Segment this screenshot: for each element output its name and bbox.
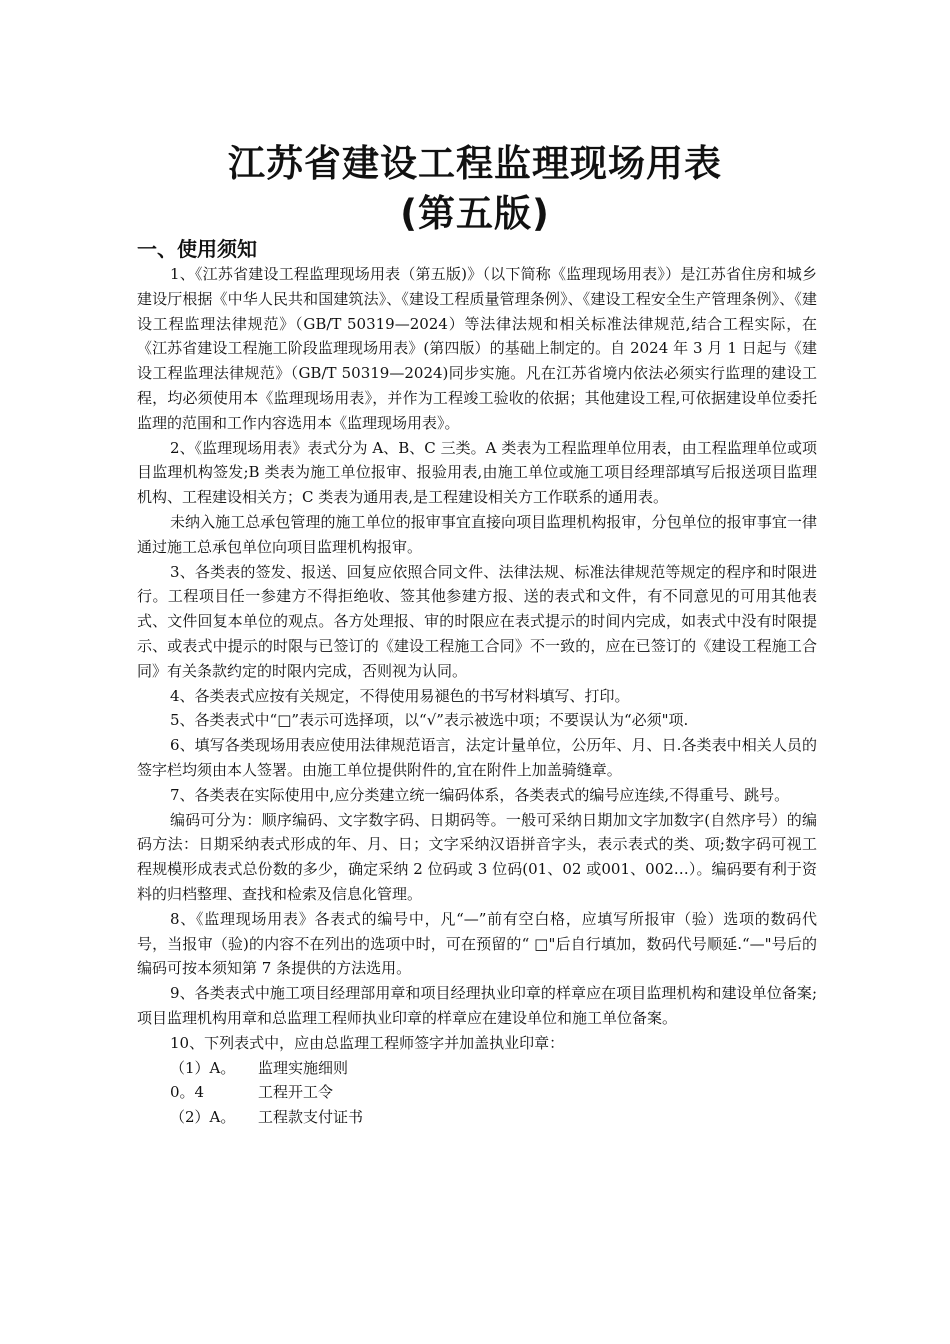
list-item-label: 工程款支付证书 (258, 1108, 364, 1127)
list-item (137, 1080, 817, 1105)
section-heading: 一、使用须知 (137, 237, 257, 261)
document-title: 江苏省建设工程监理现场用表 (228, 142, 722, 185)
document-edition: (第五版) (400, 192, 550, 235)
list-item (137, 1056, 817, 1081)
paragraph-4: 4、各类表式应按有关规定，不得使用易褪色的书写材料填写、打印。 (170, 686, 630, 705)
paragraph-9: 9、各类表式中施工项目经理部用章和项目经理执业印章的样章应在项目监理机构和建设单位备案;项目监理机构用章和总监理工程师执业印章的样章应在建设单位和施工单位备案。 (137, 984, 817, 1027)
paragraph-5: 5、各类表式中“□”表示可选择项，以“√”表示被选中项；不要误认为“必须"项. (170, 711, 689, 730)
list-item-code: （2）A。 (170, 1108, 236, 1127)
paragraph-2: 2、《监理现场用表》表式分为 A、B、C 三类。A 类表为工程监理单位用表，由工程监理单位或项目监理机构签发;B 类表为施工单位报审、报验用表,由施工单位或施工项目经理部填写后报送项目监理机构、工程建设相关方；C 类表为通用表,是工程建设相关方工作联系的通用表。 (137, 438, 817, 507)
list-item (137, 1105, 817, 1130)
paragraph-8: 8、《监理现场用表》各表式的编号中，凡“—”前有空白格，应填写所报审（验）选项的数码代号，当报审（验)的内容不在列出的选项中时，可在预留的“ □"后自行填加，数码代号顺延.“—"号后的编码可按本须知第 7 条提供的方法选用。 (137, 909, 817, 978)
paragraph-7-note: 编码可分为：顺序编码、文字数字码、日期码等。一般可采纳日期加文字加数字(自然序号）的编码方法：日期采纳表式形成的年、月、日；文字采纳汉语拼音字头，表示表式的类、项;数字码可视工程规模形成表式总份数的多少，确定采纳 2 位码或 3 位码(01、02 或001、002…）。编码要有利于资料的归档整理、查找和检索及信息化管理。 (137, 810, 817, 903)
list-item-code: （1）A。 (170, 1058, 236, 1077)
paragraph-7: 7、各类表在实际使用中,应分类建立统一编码体系，各类表式的编号应连续,不得重号、跳号。 (170, 785, 790, 804)
paragraph-10: 10、下列表式中，应由总监理工程师签字并加盖执业印章： (170, 1033, 565, 1052)
list-item-label: 工程开工令 (258, 1083, 334, 1102)
body-text (137, 262, 817, 1130)
list-item-label: 监理实施细则 (258, 1058, 349, 1077)
list-item-code: 0。4 (170, 1083, 205, 1102)
paragraph-1: 1、《江苏省建设工程监理现场用表（第五版)》（以下简称《监理现场用表》）是江苏省住房和城乡建设厅根据《中华人民共和国建筑法》、《建设工程质量管理条例》、《建设工程安全生产管理条例》、《建设工程监理法律规范》（GB/T 50319—2024）等法律法规和相关标准法律规范,结合工程实际，在《江苏省建设工程施工阶段监理现场用表》(第四版）的基础上制定的。自 2024 年 3 月 1 日起与《建设工程监理法律规范》（GB/T 50319—2024)同步实施。凡在江苏省境内依法必须实行监理的建设工程，均必须使用本《监理现场用表》，并作为工程竣工验收的依据；其他建设工程,可依据建设单位委托监理的范围和工作内容选用本《监理现场用表》。 (137, 265, 817, 432)
paragraph-2-note: 未纳入施工总承包管理的施工单位的报审事宜直接向项目监理机构报审，分包单位的报审事宜一律通过施工总承包单位向项目监理机构报审。 (137, 512, 817, 556)
paragraph-6: 6、填写各类现场用表应使用法律规范语言，法定计量单位，公历年、月、日.各类表中相关人员的签字栏均须由本人签署。由施工单位提供附件的,宜在附件上加盖骑缝章。 (137, 736, 817, 779)
paragraph-3: 3、各类表的签发、报送、回复应依照合同文件、法律法规、标准法律规范等规定的程序和时限进行。工程项目任一参建方不得拒绝收、签其他参建方报、送的表式和文件，有不同意见的可用其他表式、文件回复本单位的观点。各方处理报、审的时限应在表式提示的时间内完成，如表式中没有时限提示、或表式中提示的时限与已签订的《建设工程施工合同》不一致的，应在已签订的《建设工程施工合同》有关条款约定的时限内完成，否则视为认同。 (137, 562, 817, 680)
